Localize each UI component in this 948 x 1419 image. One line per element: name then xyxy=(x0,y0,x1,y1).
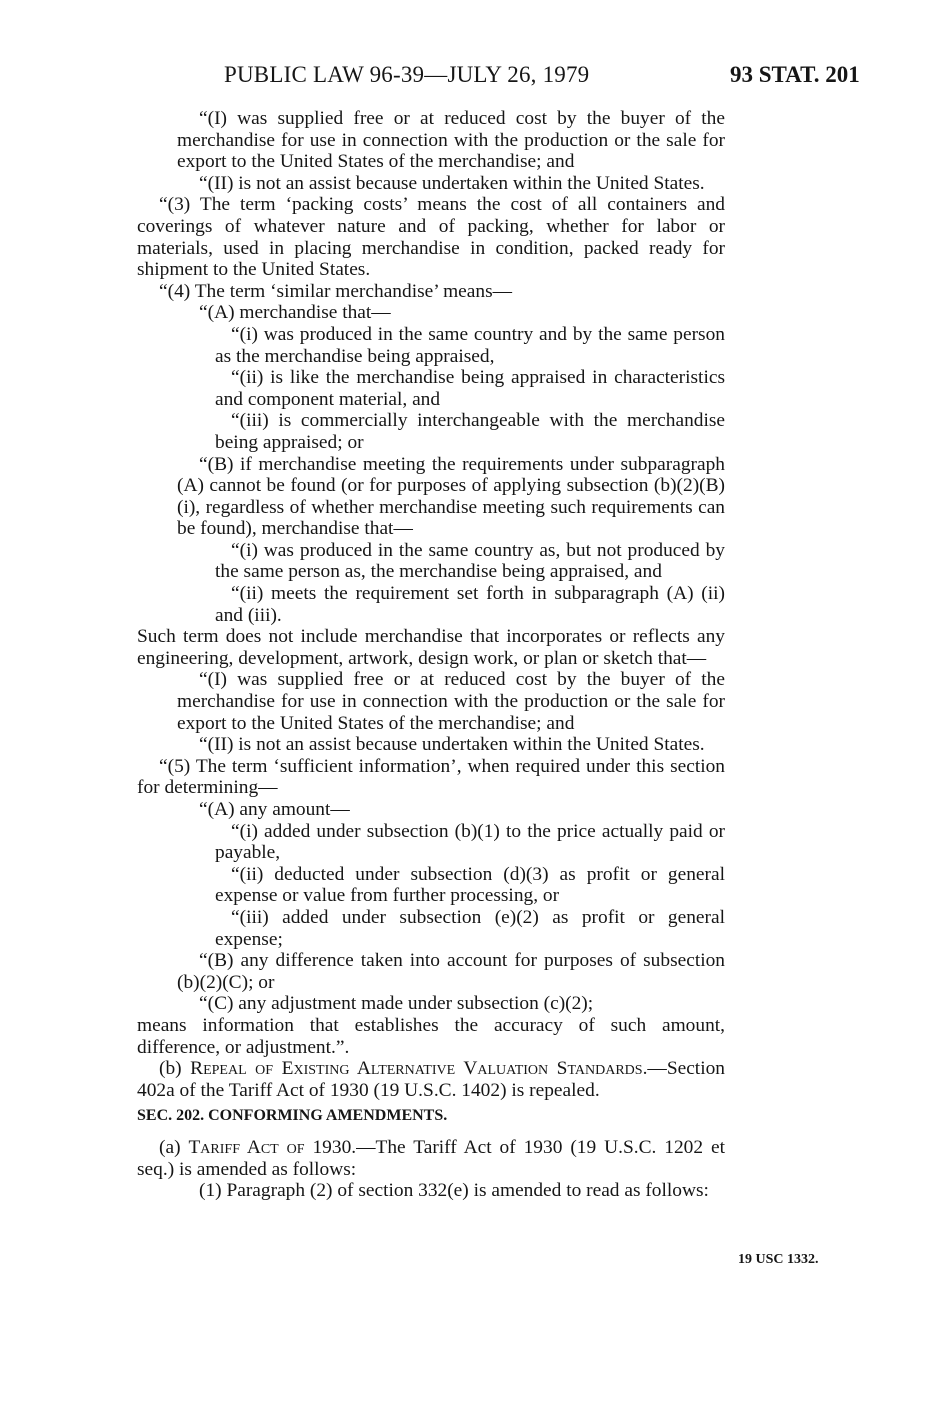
body-text xyxy=(137,108,725,1202)
clause-B-ii: “(ii) meets the requirement set forth in subparagraph (A) (ii) and (iii). xyxy=(215,583,725,626)
such-term-paragraph: Such term does not include merchandise that incorporates or reflects any engineering, development, artwork, design work, or plan or sketch that— xyxy=(137,626,725,669)
subpara-A: “(A) merchandise that— xyxy=(199,302,391,324)
section-202-heading: SEC. 202. CONFORMING AMENDMENTS. xyxy=(137,1107,448,1125)
para-4-similar-merchandise: “(4) The term ‘similar merchandise’ means— xyxy=(159,280,513,302)
margin-citation: 19 USC 1332. xyxy=(738,1252,819,1267)
subsection-b-text: —Section 402a of the Tariff Act of 1930 (19 U.S.C. 1402) is repealed. xyxy=(137,1058,725,1101)
subpara-5-B: “(B) any difference taken into account for purposes of subsection (b)(2)(C); or xyxy=(177,950,725,993)
clause-II-second: “(II) is not an assist because undertaken within the United States. xyxy=(199,734,705,756)
subsection-b-heading: Repeal of Existing Alternative Valuation Standards. xyxy=(190,1058,648,1080)
clause-5-A-iii: “(iii) added under subsection (e)(2) as profit or general expense; xyxy=(215,906,725,950)
page-header-title: PUBLIC LAW 96-39—JULY 26, 1979 xyxy=(224,62,590,87)
amendment-paragraph-1: (1) Paragraph (2) of section 332(e) is amended to read as follows: xyxy=(199,1180,709,1202)
subsection-a-tariff-act xyxy=(137,1137,725,1180)
subsection-a-text: —The Tariff Act of 1930 (19 U.S.C. 1202 et seq.) is amended as follows: xyxy=(137,1136,725,1180)
clause-I-first: “(I) was supplied free or at reduced cost by the buyer of the merchandise for use in connection with the production or the sale for export to the United States of the merchandise; and xyxy=(177,108,725,173)
clause-II-first: “(II) is not an assist because undertaken within the United States. xyxy=(199,172,705,194)
clause-A-ii: “(ii) is like the merchandise being appraised in characteristics and component material, and xyxy=(215,367,725,410)
subsection-b-prefix: (b) xyxy=(159,1058,191,1080)
para-3-packing-costs: “(3) The term ‘packing costs’ means the cost of all containers and coverings of whatever nature and of packing, whether for labor or materials, used in placing merchandise in condition, packed ready for shipment to the United States. xyxy=(137,194,725,281)
means-information-paragraph: means information that establishes the accuracy of such amount, difference, or adjustment.”. xyxy=(137,1014,725,1058)
clause-5-A-i: “(i) added under subsection (b)(1) to the price actually paid or payable, xyxy=(215,820,725,864)
para-5-sufficient-information: “(5) The term ‘sufficient information’, when required under this section for determining— xyxy=(137,755,725,799)
page-header-stat: 93 STAT. 201 xyxy=(730,62,860,87)
clause-A-i: “(i) was produced in the same country and by the same person as the merchandise being appraised, xyxy=(215,323,725,367)
subpara-5-C: “(C) any adjustment made under subsection (c)(2); xyxy=(199,993,594,1015)
subsection-a-heading: Tariff Act of 1930. xyxy=(188,1136,357,1158)
subpara-B: “(B) if merchandise meeting the requirements under subparagraph (A) cannot be found (or for purposes of applying subsection (b)(2)(B)(i), regardless of whether merchandise meeting such requirements can be found), merchandise that— xyxy=(177,453,725,540)
subsection-b-repeal xyxy=(137,1058,725,1101)
subpara-5-A: “(A) any amount— xyxy=(199,799,350,820)
subsection-a-prefix: (a) xyxy=(159,1136,189,1158)
clause-5-A-ii: “(ii) deducted under subsection (d)(3) as profit or general expense or value from further processing, or xyxy=(215,863,725,907)
clause-A-iii: “(iii) is commercially interchangeable with the merchandise being appraised; or xyxy=(215,410,725,453)
clause-I-second: “(I) was supplied free or at reduced cost by the buyer of the merchandise for use in connection with the production or the sale for export to the United States of the merchandise; and xyxy=(177,669,725,734)
clause-B-i: “(i) was produced in the same country as, but not produced by the same person as, the merchandise being appraised, and xyxy=(215,539,725,583)
